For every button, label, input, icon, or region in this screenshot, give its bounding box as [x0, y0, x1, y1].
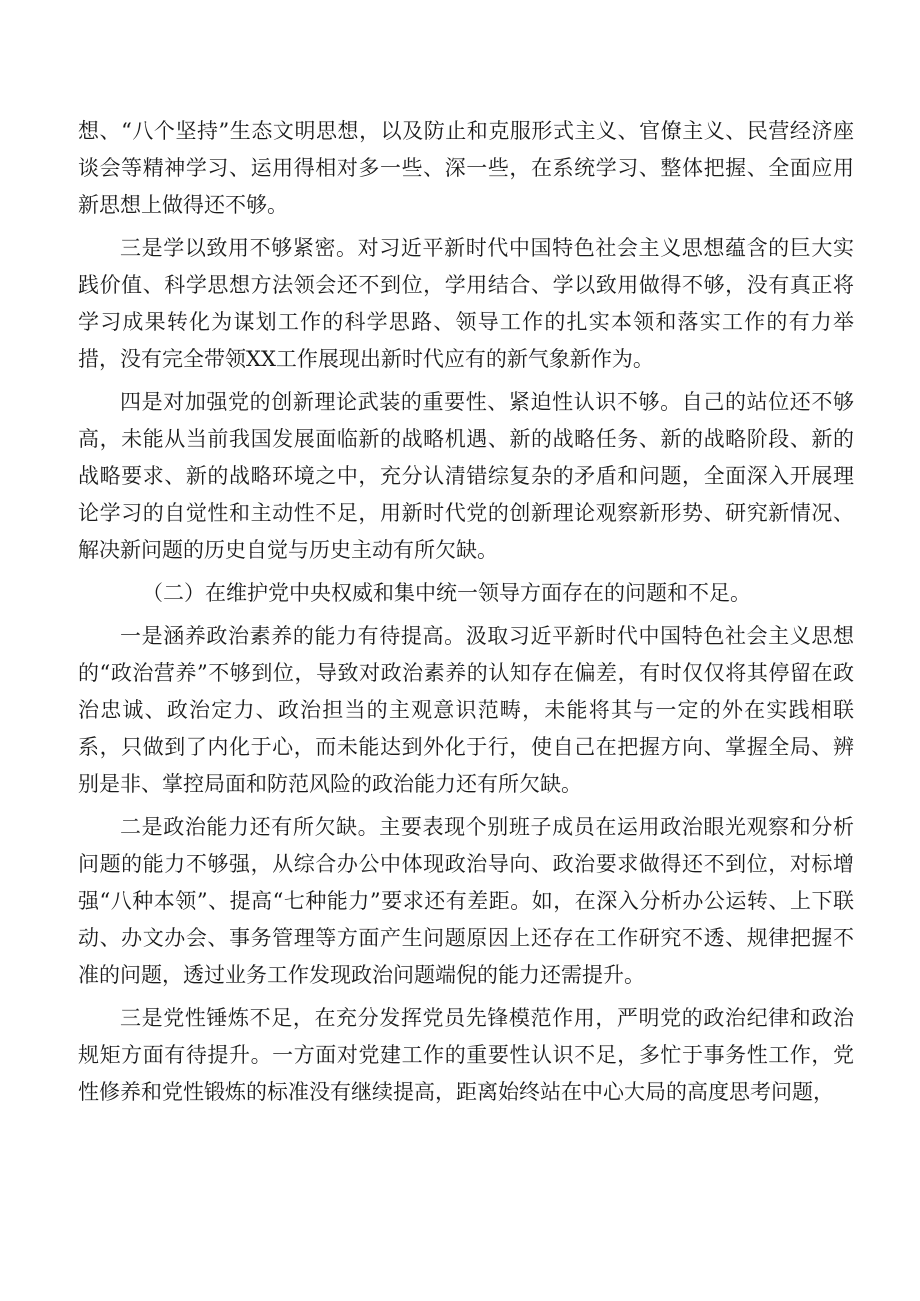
paragraph-point-four: 四是对加强党的创新理论武装的重要性、紧迫性认识不够。自己的站位还不够高，未能从当前我国发展面临新的战略机遇、新的战略任务、新的战略阶段、新的战略要求、新的战略环境之中，充分认清错综复杂的矛盾和问题，全面深入开展理论学习的自觉性和主动性不足，用新时代党的创新理论观察新形势、研究新情况、解决新问题的历史自觉与历史主动有所欠缺。 — [78, 390, 854, 562]
paragraph-point-three: 三是学以致用不够紧密。对习近平新时代中国特色社会主义思想蕴含的巨大实践价值、科学思想方法领会还不到位，学用结合、学以致用做得不够，没有真正将学习成果转化为谋划工作的科学思路、领导工作的扎实本领和落实工作的有力举措，没有完全带领XX工作展现出新时代应有的新气象新作为。 — [78, 236, 854, 371]
paragraph-point-one: 一是涵养政治素养的能力有待提高。汲取习近平新时代中国特色社会主义思想的“政治营养”不够到位，导致对政治素养的认知存在偏差，有时仅仅将其停留在政治忠诚、政治定力、政治担当的主观意识范畴，未能将其与一定的外在实践相联系，只做到了内化于心，而未能达到外化于行，使自己在把握方向、掌握全局、辨别是非、掌控局面和防范风险的政治能力还有所欠缺。 — [78, 624, 854, 796]
section-heading-two: （二）在维护党中央权威和集中统一领导方面存在的问题和不足。 — [142, 581, 751, 605]
document-body — [78, 113, 854, 1117]
paragraph-point-two: 二是政治能力还有所欠缺。主要表现个别班子成员在运用政治眼光观察和分析问题的能力不够强，从综合办公中体现政治导向、政治要求做得还不到位，对标增强“八种本领”、提高“七种能力”要求还有差距。如，在深入分析办公运转、上下联动、办文办会、事务管理等方面产生问题原因上还存在工作研究不透、规律把握不准的问题，透过业务工作发现政治问题端倪的能力还需提升。 — [78, 815, 854, 987]
paragraph-continuation: 想、“八个坚持”生态文明思想，以及防止和克服形式主义、官僚主义、民营经济座谈会等精神学习、运用得相对多一些、深一些，在系统学习、整体把握、全面应用新思想上做得还不够。 — [78, 119, 854, 217]
paragraph-point-three-party: 三是党性锤炼不足，在充分发挥党员先锋模范作用，严明党的政治纪律和政治规矩方面有待提升。一方面对党建工作的重要性认识不足，多忙于事务性工作，党性修养和党性锻炼的标准没有继续提高，距离始终站在中心大局的高度思考问题， — [78, 1006, 854, 1104]
